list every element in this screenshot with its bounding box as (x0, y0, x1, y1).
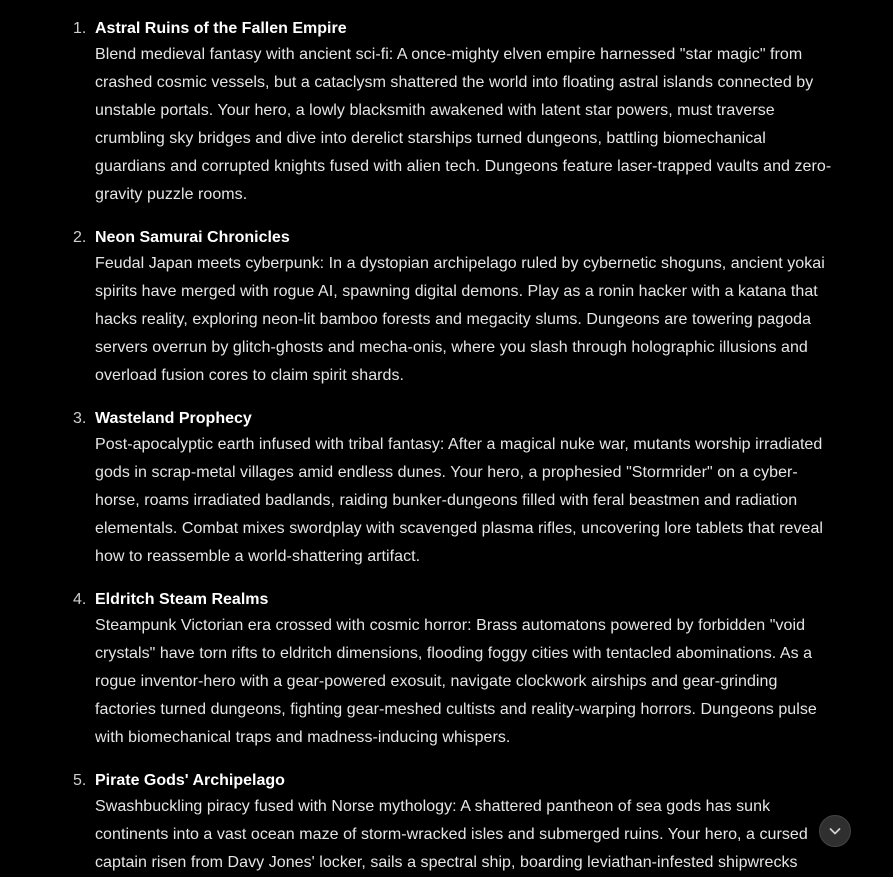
list-item (0, 0, 840, 209)
list-item (0, 390, 840, 571)
chevron-down-icon (827, 823, 843, 839)
item-description: Swashbuckling piracy fused with Norse mythology: A shattered pantheon of sea gods has sunk continents into a vast ocean maze of storm-wracked isles and submerged ruins. Your hero, a cursed captain risen from Davy Jones' locker, sails a spectral ship, boarding leviathan-infested shipwrecks (95, 798, 808, 871)
item-title: Wasteland Prophecy (95, 410, 252, 427)
item-description: Post-apocalyptic earth infused with tribal fantasy: After a magical nuke war, mutants worship irradiated gods in scrap-metal villages amid endless dunes. Your hero, a prophesied "Stormrider" on a cyber-horse, roams irradiated badlands, raiding bunker-dungeons filled with feral beastmen and radiation elementals. Combat mixes swordplay with scavenged plasma rifles, uncovering lore tablets that reveal how to reassemble a world-shattering artifact. (95, 436, 824, 565)
item-description: Steampunk Victorian era crossed with cosmic horror: Brass automatons powered by forbidden "void crystals" have torn rifts to eldritch dimensions, flooding foggy cities with tentacled abominations. As a rogue inventor-hero with a gear-powered exosuit, navigate clockwork airships and gear-grinding factories turned dungeons, fighting gear-meshed cultists and reality-warping horrors. Dungeons pulse with biomechanical traps and madness-inducing whispers. (95, 617, 817, 746)
list-item (0, 752, 840, 877)
list-item (0, 209, 840, 390)
list-number: 1. (73, 20, 87, 37)
list-number: 4. (73, 591, 87, 608)
item-description: Blend medieval fantasy with ancient sci-fi: A once-mighty elven empire harnessed "star magic" from crashed cosmic vessels, but a cataclysm shattered the world into floating astral islands connected by unstable portals. Your hero, a lowly blacksmith awakened with latent star powers, must traverse crumbling sky bridges and dive into derelict starships turned dungeons, battling biomechanical guardians and corrupted knights fused with alien tech. Dungeons feature laser-trapped vaults and zero-gravity puzzle rooms. (95, 46, 832, 203)
item-title: Astral Ruins of the Fallen Empire (95, 20, 347, 37)
list-number: 5. (73, 772, 87, 789)
item-title: Eldritch Steam Realms (95, 591, 269, 608)
list-number: 3. (73, 410, 87, 427)
list-item (0, 571, 840, 752)
item-description: Feudal Japan meets cyberpunk: In a dystopian archipelago ruled by cybernetic shoguns, ancient yokai spirits have merged with rogue AI, spawning digital demons. Play as a ronin hacker with a katana that hacks reality, exploring neon-lit bamboo forests and megacity slums. Dungeons are towering pagoda servers overrun by glitch-ghosts and mecha-onis, where you slash through holographic illusions and overload fusion cores to claim spirit shards. (95, 255, 825, 384)
list-number: 2. (73, 229, 87, 246)
scroll-to-bottom-button[interactable] (819, 815, 851, 847)
item-title: Pirate Gods' Archipelago (95, 772, 285, 789)
item-title: Neon Samurai Chronicles (95, 229, 290, 246)
